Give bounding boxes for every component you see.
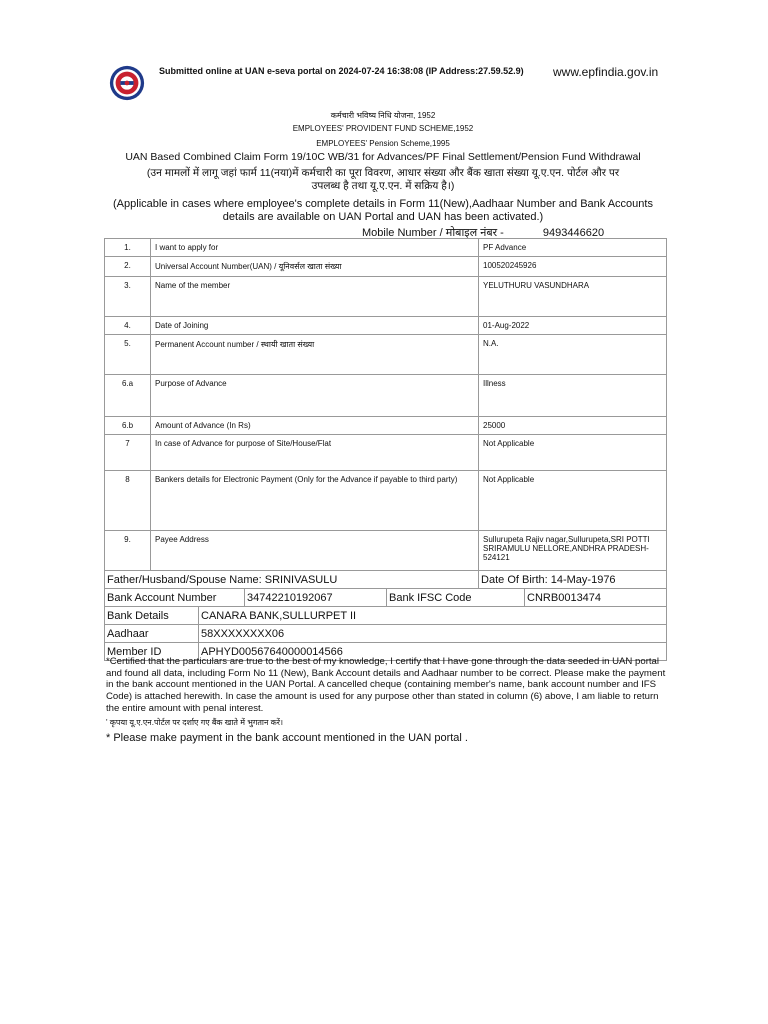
ifsc-value: CNRB0013474: [525, 589, 667, 607]
payment-note: * Please make payment in the bank account mentioned in the UAN portal .: [106, 732, 468, 744]
row-value: 25000: [479, 417, 667, 435]
bank-details-label: Bank Details: [105, 607, 199, 625]
aadhaar-label: Aadhaar: [105, 625, 199, 643]
table-row: [105, 417, 667, 435]
row-number: 6.b: [105, 417, 151, 435]
row-value: Not Applicable: [479, 435, 667, 471]
table-row: [105, 277, 667, 317]
member-id-value: APHYD00567640000014566: [199, 643, 667, 661]
row-label: Purpose of Advance: [151, 375, 479, 417]
member-id-label: Member ID: [105, 643, 199, 661]
table-row: [105, 317, 667, 335]
row-label: Payee Address: [151, 531, 479, 571]
father-name: Father/Husband/Spouse Name: SRINIVASULU: [105, 571, 479, 589]
hindi-payment-note: ' कृपया यू.ए.एन.पोर्टल पर दर्शाए गए बैंक खाते में भुगतान करें।: [106, 718, 284, 727]
table-row: [105, 531, 667, 571]
table-row: [105, 471, 667, 531]
website-url[interactable]: www.epfindia.gov.in: [553, 65, 659, 79]
row-number: 8: [105, 471, 151, 531]
table-row: [105, 625, 667, 643]
form-title: UAN Based Combined Claim Form 19/10C WB/31 for Advances/PF Final Settlement/Pension Fund Withdrawal: [125, 151, 641, 163]
row-value: Illness: [479, 375, 667, 417]
row-number: 4.: [105, 317, 151, 335]
epfo-logo-icon: [108, 64, 146, 102]
row-value: N.A.: [479, 335, 667, 375]
row-label: Permanent Account number / स्थायी खाता संख्या: [151, 335, 479, 375]
row-number: 5.: [105, 335, 151, 375]
row-number: 1.: [105, 239, 151, 257]
row-label: Name of the member: [151, 277, 479, 317]
table-row: [105, 375, 667, 417]
aadhaar-value: 58XXXXXXXX06: [199, 625, 667, 643]
mobile-number: 9493446620: [542, 227, 605, 239]
pension-scheme-title: EMPLOYEES' Pension Scheme,1995: [316, 139, 450, 148]
bank-account-label: Bank Account Number: [105, 589, 245, 607]
certification-text: *Certified that the particulars are true to the best of my knowledge, I certify that I have gone through the data seeded in UAN portal and found all data, including Form No 11 (New), Bank Account details and Aadhaar number to be correct. Please make the payment in the bank account mentioned in the UAN Portal. A cancelled cheque (containing member's name, bank account number and IFS Code) is attached herewith. In case the amount is used for any purpose other than stated in column (6) above, I am liable to return the entire amount with penal interest.: [106, 656, 666, 714]
row-label: In case of Advance for purpose of Site/House/Flat: [151, 435, 479, 471]
row-number: 2.: [105, 257, 151, 277]
submission-info: Submitted online at UAN e-seva portal on 2024-07-24 16:38:08 (IP Address:27.59.52.9): [159, 66, 524, 76]
hindi-applicability-note: (उन मामलों में लागू जहां फार्म 11(नया)में कर्मचारी का पूरा विवरण, आधार संख्या और बैंक खाता संख्या यू.ए.एन. पोर्टल और पर उपलब्ध है तथा यू.ए.एन. में सक्रिय है।): [146, 167, 620, 192]
row-label: Bankers details for Electronic Payment (Only for the Advance if payable to third party): [151, 471, 479, 531]
row-value: Not Applicable: [479, 471, 667, 531]
row-value: 01-Aug-2022: [479, 317, 667, 335]
row-value: Sullurupeta Rajiv nagar,Sullurupeta,SRI POTTI SRIRAMULU NELLORE,ANDHRA PRADESH-524121: [479, 531, 667, 571]
table-row: [105, 435, 667, 471]
row-number: 7: [105, 435, 151, 471]
ifsc-label: Bank IFSC Code: [387, 589, 525, 607]
table-row: [105, 607, 667, 625]
scheme-hindi-title: कर्मचारी भविष्य निधि योजना, 1952: [330, 111, 436, 120]
row-value: 100520245926: [479, 257, 667, 277]
table-row: [105, 571, 667, 589]
row-label: Date of Joining: [151, 317, 479, 335]
bank-account-value: 34742210192067: [245, 589, 387, 607]
row-label: Amount of Advance (In Rs): [151, 417, 479, 435]
table-row: [105, 589, 667, 607]
mobile-label: Mobile Number / मोबाइल नंबर -: [362, 227, 504, 239]
table-row: [105, 257, 667, 277]
table-row: [105, 239, 667, 257]
row-label: I want to apply for: [151, 239, 479, 257]
row-number: 9.: [105, 531, 151, 571]
claim-details-table: [104, 238, 667, 571]
epf-scheme-title: EMPLOYEES' PROVIDENT FUND SCHEME,1952: [292, 124, 474, 133]
row-number: 6.a: [105, 375, 151, 417]
bank-details-value: CANARA BANK,SULLURPET II: [199, 607, 667, 625]
row-number: 3.: [105, 277, 151, 317]
member-bank-details-table: [104, 570, 667, 661]
date-of-birth: Date Of Birth: 14-May-1976: [479, 571, 667, 589]
row-value: YELUTHURU VASUNDHARA: [479, 277, 667, 317]
row-label: Universal Account Number(UAN) / यूनिवर्सल खाता संख्या: [151, 257, 479, 277]
table-row: [105, 335, 667, 375]
row-value: PF Advance: [479, 239, 667, 257]
applicability-note: (Applicable in cases where employee's complete details in Form 11(New),Aadhaar Number and Bank Accounts details are available on UAN Portal and UAN has been activated.): [113, 198, 653, 223]
